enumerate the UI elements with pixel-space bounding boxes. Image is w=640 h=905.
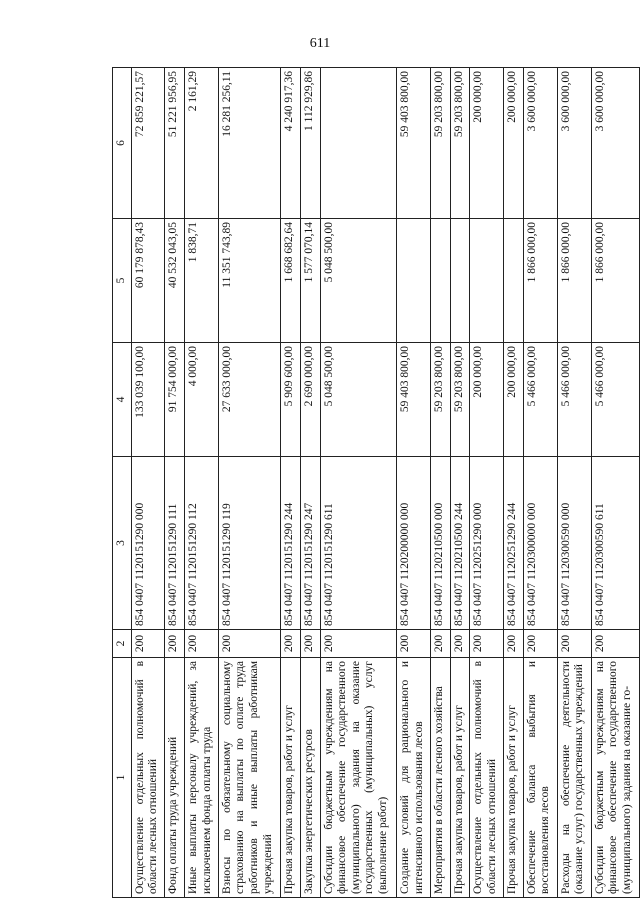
table-row [450, 68, 470, 898]
row-admin-code-cell: 200 [397, 630, 431, 658]
row-budget-code-cell: 854 0407 1120151290 247 [301, 457, 321, 630]
row-admin-code-cell: 200 [504, 630, 524, 658]
row-executed-cell: 40 532 043,05 [165, 219, 185, 343]
row-executed-cell: 60 179 878,43 [131, 219, 165, 343]
table-row [218, 68, 281, 898]
row-approved-cell: 5 466 000,00 [591, 343, 639, 457]
row-executed-cell: 1 866 000,00 [557, 219, 591, 343]
table-row [557, 68, 591, 898]
row-approved-cell: 91 754 000,00 [165, 343, 185, 457]
row-executed-cell [450, 219, 470, 343]
row-unexecuted-cell: 2 161,29 [185, 68, 219, 219]
row-unexecuted-cell: 4 240 917,36 [281, 68, 301, 219]
row-approved-cell: 59 203 800,00 [431, 343, 451, 457]
row-approved-cell: 5 466 000,00 [557, 343, 591, 457]
row-unexecuted-cell: 1 112 929,86 [301, 68, 321, 219]
row-admin-code-cell: 200 [523, 630, 557, 658]
table-row [131, 68, 165, 898]
row-name-cell: Создание условий для рационального и интенсивного использования лесов [397, 658, 431, 898]
row-budget-code-cell: 854 0407 1120151290 112 [185, 457, 219, 630]
row-admin-code-cell: 200 [470, 630, 504, 658]
row-name-cell: Субсидии бюджетным учреждениям на финансовое обеспечение государственного (муниципального) задания на оказание го- [591, 658, 639, 898]
row-approved-cell: 4 000,00 [185, 343, 219, 457]
row-admin-code-cell: 200 [218, 630, 281, 658]
row-unexecuted-cell: 3 600 000,00 [557, 68, 591, 219]
row-name-cell: Прочая закупка товаров, работ и услуг [281, 658, 301, 898]
row-name-cell: Иные выплаты персоналу учреждений, за исключением фонда оплаты труда [185, 658, 219, 898]
header-col-1: 1 [113, 658, 132, 898]
table-header [113, 68, 132, 898]
row-executed-cell [470, 219, 504, 343]
row-executed-cell: 1 866 000,00 [523, 219, 557, 343]
row-unexecuted-cell: 51 221 956,95 [165, 68, 185, 219]
row-budget-code-cell: 854 0407 1120210500 244 [450, 457, 470, 630]
row-approved-cell: 133 039 100,00 [131, 343, 165, 457]
row-budget-code-cell: 854 0407 1120151290 244 [281, 457, 301, 630]
row-executed-cell [431, 219, 451, 343]
row-name-cell: Закупка энергетических ресурсов [301, 658, 321, 898]
row-admin-code-cell: 200 [450, 630, 470, 658]
row-unexecuted-cell: 200 000,00 [470, 68, 504, 219]
row-executed-cell: 11 351 743,89 [218, 219, 281, 343]
row-budget-code-cell: 854 0407 1120300590 000 [557, 457, 591, 630]
rotated-table-container [112, 68, 640, 898]
row-executed-cell [504, 219, 524, 343]
row-budget-code-cell: 854 0407 1120251290 000 [470, 457, 504, 630]
header-col-2: 2 [113, 630, 132, 658]
row-name-cell: Субсидии бюджетным учреждениям на финансовое обеспечение государственного (муниципального) задания на оказание государственных (муниципальных) услуг (выполнение работ) [320, 658, 397, 898]
row-approved-cell: 59 203 800,00 [450, 343, 470, 457]
row-name-cell: Мероприятия в области лесного хозяйства [431, 658, 451, 898]
row-admin-code-cell: 200 [185, 630, 219, 658]
table-row [504, 68, 524, 898]
row-budget-code-cell: 854 0407 1120200000 000 [397, 457, 431, 630]
row-executed-cell [397, 219, 431, 343]
row-budget-code-cell: 854 0407 1120151290 000 [131, 457, 165, 630]
table-row [431, 68, 451, 898]
row-unexecuted-cell: 72 859 221,57 [131, 68, 165, 219]
table-row [301, 68, 321, 898]
table-row [281, 68, 301, 898]
row-executed-cell: 1 668 682,64 [281, 219, 301, 343]
row-name-cell: Осуществление отдельных полномочий в области лесных отношений [131, 658, 165, 898]
row-approved-cell: 59 403 800,00 [397, 343, 431, 457]
table-row [523, 68, 557, 898]
row-admin-code-cell: 200 [320, 630, 397, 658]
row-admin-code-cell: 200 [431, 630, 451, 658]
row-unexecuted-cell: 59 203 800,00 [450, 68, 470, 219]
header-row [113, 68, 132, 898]
row-budget-code-cell: 854 0407 1120251290 244 [504, 457, 524, 630]
table-body [131, 68, 639, 898]
row-approved-cell: 5 048 500,00 [320, 343, 397, 457]
row-approved-cell: 5 909 600,00 [281, 343, 301, 457]
row-approved-cell: 200 000,00 [470, 343, 504, 457]
row-admin-code-cell: 200 [131, 630, 165, 658]
table-row [165, 68, 185, 898]
row-approved-cell: 27 633 000,00 [218, 343, 281, 457]
row-budget-code-cell: 854 0407 1120300590 611 [591, 457, 639, 630]
row-executed-cell: 1 866 000,00 [591, 219, 639, 343]
row-admin-code-cell: 200 [591, 630, 639, 658]
row-approved-cell: 200 000,00 [504, 343, 524, 457]
page-number: 611 [309, 36, 331, 51]
row-unexecuted-cell: 3 600 000,00 [523, 68, 557, 219]
row-budget-code-cell: 854 0407 1120151290 111 [165, 457, 185, 630]
row-admin-code-cell: 200 [281, 630, 301, 658]
header-col-4: 4 [113, 343, 132, 457]
row-budget-code-cell: 854 0407 1120210500 000 [431, 457, 451, 630]
header-col-3: 3 [113, 457, 132, 630]
row-name-cell: Прочая закупка товаров, работ и услуг [450, 658, 470, 898]
row-unexecuted-cell: 59 403 800,00 [397, 68, 431, 219]
table-row [320, 68, 397, 898]
row-name-cell: Взносы по обязательному социальному страхованию на выплаты по оплате труда работников и иные выплаты работникам учреждений [218, 658, 281, 898]
table-row [397, 68, 431, 898]
row-unexecuted-cell [320, 68, 397, 219]
header-col-5: 5 [113, 219, 132, 343]
row-approved-cell: 5 466 000,00 [523, 343, 557, 457]
row-budget-code-cell: 854 0407 1120151290 119 [218, 457, 281, 630]
row-budget-code-cell: 854 0407 1120300000 000 [523, 457, 557, 630]
row-approved-cell: 2 690 000,00 [301, 343, 321, 457]
row-name-cell: Расходы на обеспечение деятельности (оказание услуг) государственных учреждений [557, 658, 591, 898]
row-admin-code-cell: 200 [165, 630, 185, 658]
row-admin-code-cell: 200 [301, 630, 321, 658]
row-executed-cell: 1 838,71 [185, 219, 219, 343]
budget-table [112, 67, 640, 898]
header-col-6: 6 [113, 68, 132, 219]
row-executed-cell: 1 577 070,14 [301, 219, 321, 343]
row-name-cell: Осуществление отдельных полномочий в области лесных отношений [470, 658, 504, 898]
table-row [470, 68, 504, 898]
row-name-cell: Фонд оплаты труда учреждений [165, 658, 185, 898]
table-row [591, 68, 639, 898]
row-name-cell: Обеспечение баланса выбытия и восстановления лесов [523, 658, 557, 898]
row-budget-code-cell: 854 0407 1120151290 611 [320, 457, 397, 630]
row-admin-code-cell: 200 [557, 630, 591, 658]
row-name-cell: Прочая закупка товаров, работ и услуг [504, 658, 524, 898]
row-unexecuted-cell: 200 000,00 [504, 68, 524, 219]
row-executed-cell: 5 048 500,00 [320, 219, 397, 343]
row-unexecuted-cell: 59 203 800,00 [431, 68, 451, 219]
row-unexecuted-cell: 16 281 256,11 [218, 68, 281, 219]
row-unexecuted-cell: 3 600 000,00 [591, 68, 639, 219]
table-row [185, 68, 219, 898]
